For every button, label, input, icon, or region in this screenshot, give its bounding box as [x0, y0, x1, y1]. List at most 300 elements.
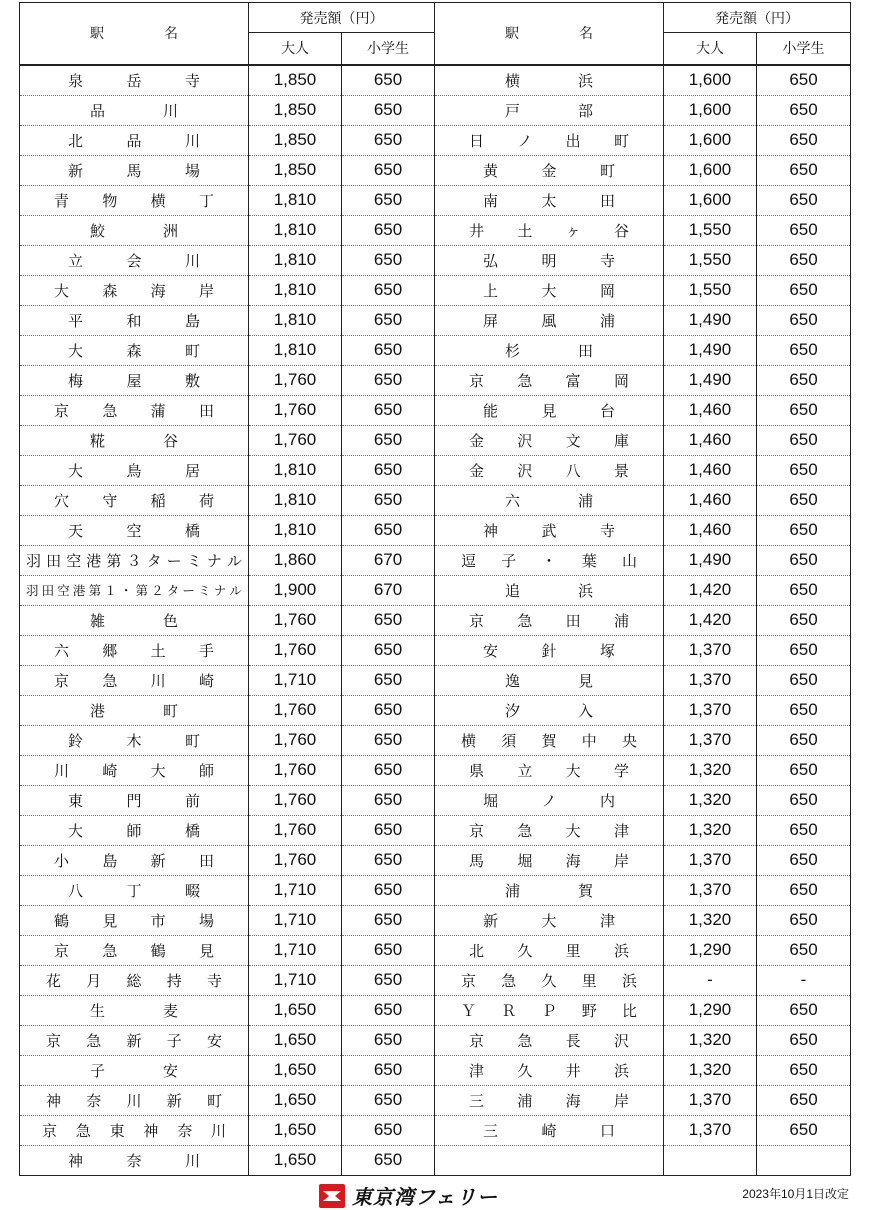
station-name-right: [435, 605, 664, 635]
fare-row: [20, 1055, 851, 1085]
station-char: 新: [166, 1091, 182, 1110]
child-fare-right: 650: [757, 485, 851, 515]
station-char: 急: [102, 671, 118, 690]
station-header-right: [435, 3, 664, 65]
child-fare-right: 650: [757, 1085, 851, 1115]
fare-row: [20, 95, 851, 125]
station-char: 急: [75, 1121, 91, 1140]
child-fare-left: 650: [342, 905, 435, 935]
station-char: ノ: [541, 791, 557, 810]
station-char: 京: [469, 1031, 485, 1050]
station-char: 橋: [184, 821, 200, 840]
fare-row: [20, 335, 851, 365]
child-fare-left: 670: [342, 575, 435, 605]
adult-fare-left: 1,810: [249, 305, 342, 335]
fare-row: [20, 425, 851, 455]
station-char: 川: [210, 1121, 226, 1140]
fare-row: [20, 905, 851, 935]
ferry-logo-icon: [318, 1182, 346, 1210]
station-char: 立: [68, 251, 84, 270]
adult-fare-right: 1,290: [664, 995, 757, 1025]
station-char: 北: [68, 131, 84, 150]
station-name-left: [20, 125, 249, 155]
station-name-right: [435, 845, 664, 875]
adult-fare-right: 1,490: [664, 545, 757, 575]
station-char: 浜: [613, 941, 629, 960]
adult-fare-left: 1,850: [249, 155, 342, 185]
child-fare-right: 650: [757, 365, 851, 395]
station-header-left: [20, 3, 249, 65]
child-fare-right: 650: [757, 785, 851, 815]
station-name-right: [435, 725, 664, 755]
station-char: 岡: [599, 281, 615, 300]
adult-fare-left: 1,760: [249, 815, 342, 845]
station-name-left: [20, 1085, 249, 1115]
station-char: 京: [469, 611, 485, 630]
station-char: 海: [565, 1091, 581, 1110]
station-char: 大: [68, 341, 84, 360]
logo-text: 東京湾フェリー: [352, 1185, 498, 1209]
adult-fare-left: 1,760: [249, 845, 342, 875]
station-char: 京: [469, 821, 485, 840]
station-name-right: [435, 1145, 664, 1175]
child-fare-left: 650: [342, 935, 435, 965]
station-char: 浜: [613, 1061, 629, 1080]
station-name-left: [20, 185, 249, 215]
station-char: 急: [517, 611, 533, 630]
station-char: 岸: [613, 1091, 629, 1110]
station-name-left: [20, 995, 249, 1025]
child-fare-left: 650: [342, 425, 435, 455]
station-char: 急: [517, 821, 533, 840]
station-char: 師: [126, 821, 142, 840]
station-name-left: [20, 695, 249, 725]
child-fare-right: 650: [757, 845, 851, 875]
station-char: 黄: [483, 161, 499, 180]
station-char: 手: [198, 641, 214, 660]
station-name-left: [20, 455, 249, 485]
station-name-left: [20, 605, 249, 635]
fare-table-header: [20, 3, 851, 65]
price-header-right: 発売額（円）: [664, 3, 851, 33]
station-char: 津: [469, 1061, 485, 1080]
station-char: 寺: [184, 71, 200, 90]
station-char: ミ: [186, 551, 202, 570]
station-char: 雑: [90, 611, 106, 630]
adult-fare-left: 1,650: [249, 1055, 342, 1085]
station-char: 空: [57, 583, 70, 598]
child-fare-left: 650: [342, 1055, 435, 1085]
station-char: 市: [150, 911, 166, 930]
child-fare-right: 650: [757, 1055, 851, 1085]
station-char: ・: [119, 583, 133, 598]
child-fare-left: 650: [342, 1025, 435, 1055]
station-char: 浜: [577, 581, 593, 600]
station-char: 京: [46, 1031, 62, 1050]
child-fare-right: 650: [757, 455, 851, 485]
station-char: 富: [565, 371, 581, 390]
fare-row: [20, 395, 851, 425]
station-char: 川: [184, 1151, 200, 1170]
station-char: 金: [469, 431, 485, 450]
station-name-left: [20, 725, 249, 755]
station-name-right: [435, 155, 664, 185]
station-char: ル: [226, 551, 242, 570]
fare-row: [20, 125, 851, 155]
adult-fare-right: 1,460: [664, 425, 757, 455]
child-fare-left: 670: [342, 545, 435, 575]
station-char: 見: [102, 911, 118, 930]
station-char: 鶴: [150, 941, 166, 960]
child-fare-left: 650: [342, 335, 435, 365]
station-char: 東: [68, 791, 84, 810]
station-name-left: [20, 845, 249, 875]
station-name-right: [435, 515, 664, 545]
fare-row: [20, 185, 851, 215]
adult-fare-right: 1,460: [664, 395, 757, 425]
station-name-left: [20, 545, 249, 575]
station-char: 安: [206, 1031, 222, 1050]
child-fare-right: 650: [757, 935, 851, 965]
station-char: 寺: [206, 971, 222, 990]
adult-fare-left: 1,760: [249, 605, 342, 635]
adult-header-right: 大人: [664, 33, 757, 65]
station-char: 町: [162, 701, 178, 720]
adult-fare-left: 1,810: [249, 245, 342, 275]
fare-row: [20, 1145, 851, 1175]
station-char: 麦: [162, 1001, 178, 1020]
station-name-right: [435, 635, 664, 665]
child-fare-left: 650: [342, 635, 435, 665]
station-name-right: [435, 545, 664, 575]
station-char: ヶ: [565, 221, 581, 240]
station-char: 追: [505, 581, 521, 600]
station-char: 蒲: [150, 401, 166, 420]
child-fare-right: 650: [757, 515, 851, 545]
price-header-left: 発売額（円）: [249, 3, 435, 33]
station-char: 京: [54, 671, 70, 690]
station-char: 入: [577, 701, 593, 720]
child-fare-right: 650: [757, 695, 851, 725]
station-char: 海: [150, 281, 166, 300]
fare-row: [20, 995, 851, 1025]
station-name-right: [435, 965, 664, 995]
station-name-left: [20, 515, 249, 545]
station-char: 色: [162, 611, 178, 630]
station-char: Ｒ: [501, 1001, 517, 1020]
station-char: ー: [166, 551, 182, 570]
station-char: 町: [206, 1091, 222, 1110]
station-char: 大: [565, 761, 581, 780]
adult-fare-right: 1,320: [664, 1055, 757, 1085]
child-fare-right: 650: [757, 665, 851, 695]
child-fare-right: 650: [757, 605, 851, 635]
station-char: 品: [90, 101, 106, 120]
station-char: 急: [102, 941, 118, 960]
adult-fare-left: 1,710: [249, 965, 342, 995]
child-fare-left: 650: [342, 1145, 435, 1175]
fare-row: [20, 215, 851, 245]
station-char: 子: [166, 1031, 182, 1050]
station-char: 堀: [483, 791, 499, 810]
station-char: 須: [501, 731, 517, 750]
station-char: 鮫: [90, 221, 106, 240]
station-char: 学: [613, 761, 629, 780]
station-char: 梅: [68, 371, 84, 390]
fare-row: [20, 575, 851, 605]
station-char: 馬: [469, 851, 485, 870]
adult-fare-left: 1,760: [249, 395, 342, 425]
station-char: 横: [505, 71, 521, 90]
adult-fare-left: 1,650: [249, 1145, 342, 1175]
child-fare-right: 650: [757, 425, 851, 455]
station-char: 川: [150, 671, 166, 690]
station-name-right: [435, 395, 664, 425]
station-name-left: [20, 785, 249, 815]
station-char: 谷: [162, 431, 178, 450]
child-header-left: 小学生: [342, 33, 435, 65]
adult-fare-left: 1,900: [249, 575, 342, 605]
station-char: 大: [68, 821, 84, 840]
station-char: ３: [126, 551, 142, 570]
station-name-left: [20, 1055, 249, 1085]
station-char: 神: [68, 1151, 84, 1170]
station-char: 見: [541, 401, 557, 420]
adult-fare-left: 1,650: [249, 995, 342, 1025]
station-char: 文: [565, 431, 581, 450]
station-char: 新: [150, 851, 166, 870]
station-name-left: [20, 1145, 249, 1175]
station-char: 央: [621, 731, 637, 750]
station-char: 田: [565, 611, 581, 630]
adult-fare-right: 1,370: [664, 845, 757, 875]
child-fare-right: 650: [757, 875, 851, 905]
station-char: 大: [541, 911, 557, 930]
adult-fare-left: 1,850: [249, 125, 342, 155]
station-char: 浜: [621, 971, 637, 990]
station-char: 空: [66, 551, 82, 570]
station-char: 見: [577, 671, 593, 690]
adult-fare-left: 1,710: [249, 875, 342, 905]
station-char: 前: [184, 791, 200, 810]
station-char: 小: [54, 851, 70, 870]
station-char: 羽: [26, 583, 39, 598]
station-char: 沢: [517, 461, 533, 480]
station-name-right: [435, 905, 664, 935]
station-char: 田: [577, 341, 593, 360]
child-fare-right: 650: [757, 395, 851, 425]
station-char: 生: [90, 1001, 106, 1020]
station-char: 杉: [505, 341, 521, 360]
station-name-left: [20, 365, 249, 395]
station-char: 洲: [162, 221, 178, 240]
adult-fare-right: 1,290: [664, 935, 757, 965]
station-name-right: [435, 215, 664, 245]
station-char: 景: [613, 461, 629, 480]
adult-fare-right: 1,550: [664, 245, 757, 275]
child-fare-left: 650: [342, 215, 435, 245]
station-char: 新: [68, 161, 84, 180]
child-fare-right: 650: [757, 65, 851, 96]
station-char: 針: [541, 641, 557, 660]
station-char: 新: [126, 1031, 142, 1050]
station-char: 急: [517, 1031, 533, 1050]
adult-fare-left: 1,650: [249, 1085, 342, 1115]
station-char: 島: [184, 311, 200, 330]
child-fare-left: 650: [342, 1085, 435, 1115]
child-fare-right: 650: [757, 125, 851, 155]
adult-fare-left: 1,650: [249, 1025, 342, 1055]
adult-fare-right: 1,320: [664, 755, 757, 785]
station-name-right: [435, 365, 664, 395]
child-fare-right: 650: [757, 545, 851, 575]
adult-fare-right: 1,600: [664, 125, 757, 155]
station-char: 安: [483, 641, 499, 660]
station-char: 月: [86, 971, 102, 990]
child-fare-right: 650: [757, 575, 851, 605]
station-char: 汐: [505, 701, 521, 720]
station-name-left: [20, 395, 249, 425]
adult-fare-right: 1,370: [664, 875, 757, 905]
station-char: 井: [565, 1061, 581, 1080]
station-char: 浦: [577, 491, 593, 510]
station-name-left: [20, 65, 249, 96]
station-name-right: [435, 95, 664, 125]
station-name-left: [20, 1115, 249, 1145]
station-char: 花: [46, 971, 62, 990]
adult-fare-right: 1,490: [664, 335, 757, 365]
fare-row: [20, 65, 851, 96]
station-char: 品: [126, 131, 142, 150]
adult-fare-left: 1,710: [249, 665, 342, 695]
station-char: 武: [541, 521, 557, 540]
station-char: 太: [541, 191, 557, 210]
adult-fare-right: 1,460: [664, 515, 757, 545]
station-char: 空: [126, 521, 142, 540]
header-char: 駅: [90, 26, 104, 43]
fare-row: [20, 365, 851, 395]
adult-fare-right: 1,370: [664, 1115, 757, 1145]
station-char: 金: [541, 161, 557, 180]
child-fare-left: 650: [342, 695, 435, 725]
station-char: 金: [469, 461, 485, 480]
fare-row: [20, 485, 851, 515]
station-char: 土: [150, 641, 166, 660]
adult-fare-left: 1,760: [249, 365, 342, 395]
station-char: ２: [151, 583, 164, 598]
fare-row: [20, 695, 851, 725]
adult-fare-right: [664, 1145, 757, 1175]
child-fare-right: 650: [757, 155, 851, 185]
adult-fare-left: 1,850: [249, 95, 342, 125]
station-char: 津: [613, 821, 629, 840]
adult-fare-right: 1,370: [664, 665, 757, 695]
station-char: 総: [126, 971, 142, 990]
station-char: 東: [109, 1121, 125, 1140]
child-fare-right: 650: [757, 635, 851, 665]
station-name-left: [20, 575, 249, 605]
fare-row: [20, 815, 851, 845]
station-char: 神: [46, 1091, 62, 1110]
station-char: ナ: [213, 583, 227, 598]
adult-fare-right: 1,550: [664, 215, 757, 245]
adult-fare-left: 1,650: [249, 1115, 342, 1145]
fare-table: [19, 2, 851, 1176]
station-char: 浜: [577, 71, 593, 90]
station-char: 田: [41, 583, 55, 598]
station-char: 港: [90, 701, 106, 720]
station-char: 町: [599, 161, 615, 180]
station-char: 土: [517, 221, 533, 240]
station-char: Ｐ: [541, 1001, 557, 1020]
station-name-left: [20, 215, 249, 245]
fare-table-body: [20, 65, 851, 1176]
station-name-right: [435, 875, 664, 905]
adult-fare-right: 1,320: [664, 1025, 757, 1055]
station-char: 稲: [150, 491, 166, 510]
child-fare-left: 650: [342, 275, 435, 305]
station-name-right: [435, 425, 664, 455]
child-fare-right: 650: [757, 185, 851, 215]
child-fare-left: 650: [342, 725, 435, 755]
station-char: 急: [501, 971, 517, 990]
station-char: 持: [166, 971, 182, 990]
child-fare-left: 650: [342, 845, 435, 875]
child-fare-left: 650: [342, 125, 435, 155]
fare-row: [20, 245, 851, 275]
revision-date: 2023年10月1日改定: [742, 1187, 849, 1201]
station-char: 港: [86, 551, 102, 570]
child-fare-left: 650: [342, 875, 435, 905]
fare-row: [20, 515, 851, 545]
station-char: 長: [565, 1031, 581, 1050]
station-name-left: [20, 335, 249, 365]
station-name-right: [435, 305, 664, 335]
station-char: ・: [541, 551, 557, 570]
child-fare-left: 650: [342, 515, 435, 545]
fare-row: [20, 875, 851, 905]
station-char: 京: [461, 971, 477, 990]
station-char: 部: [577, 101, 593, 120]
child-fare-right: [757, 1145, 851, 1175]
station-char: 新: [483, 911, 499, 930]
station-name-left: [20, 965, 249, 995]
adult-fare-left: 1,850: [249, 65, 342, 96]
station-char: ナ: [206, 551, 222, 570]
station-char: 八: [68, 881, 84, 900]
station-char: 浦: [599, 311, 615, 330]
child-fare-right: 650: [757, 305, 851, 335]
child-fare-left: 650: [342, 815, 435, 845]
station-char: 糀: [90, 431, 106, 450]
station-name-right: [435, 665, 664, 695]
adult-fare-left: 1,760: [249, 635, 342, 665]
station-char: 荷: [198, 491, 214, 510]
child-fare-left: 650: [342, 305, 435, 335]
fare-row: [20, 785, 851, 815]
station-name-left: [20, 635, 249, 665]
adult-fare-right: 1,420: [664, 575, 757, 605]
station-char: 沢: [613, 1031, 629, 1050]
station-char: 口: [599, 1121, 615, 1140]
fare-row: [20, 635, 851, 665]
child-fare-left: 650: [342, 1115, 435, 1145]
station-char: 鶴: [54, 911, 70, 930]
station-char: 羽: [26, 551, 42, 570]
fare-row: [20, 665, 851, 695]
header-char: 名: [164, 26, 178, 43]
station-char: 里: [565, 941, 581, 960]
